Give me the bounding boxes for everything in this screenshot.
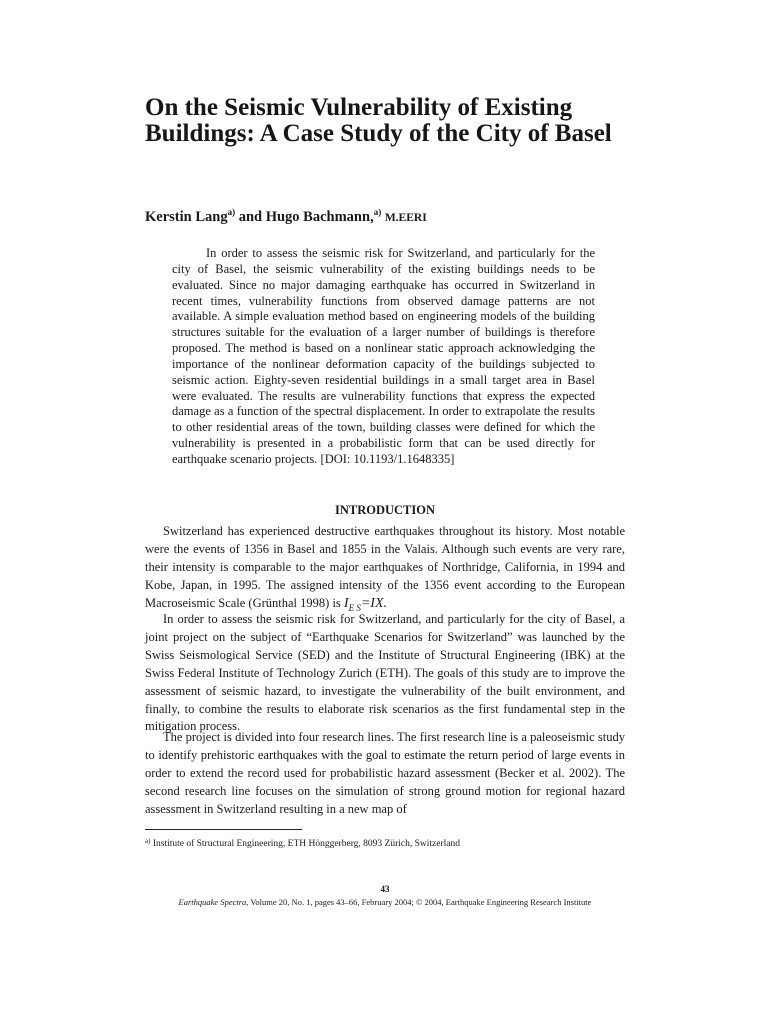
author-connector: and <box>235 209 266 225</box>
body-paragraph <box>145 523 625 617</box>
page-number: 43 <box>380 884 390 894</box>
formula-subscript: E S <box>348 602 361 613</box>
body-paragraph: In order to assess the seismic risk for Switzerland, and particularly for the city of Basel, a joint project on the subject of “Earthquake Scenarios for Switzerland” was launched by the Swiss Seismological Service (SED) and the Institute of Structural Engineering (IBK) at the Swiss Federal Institute of Technology Zurich (ETH). The goals of this study are to improve the assessment of seismic hazard, to investigate the vulnerability of the built environment, and finally, to combine the results to elaborate risk scenarios as the first fundamental step in the mitigation process. <box>145 612 625 734</box>
abstract: In order to assess the seismic risk for Switzerland, and particularly for the city of Basel, the seismic vulnerability of the existing buildings needs to be evaluated. Since no major damaging earthquake has occurred in Switzerland in recent times, vulnerability functions from observed damage patterns are not available. A simple evaluation method based on engineering models of the building structures suitable for the evaluation of a larger number of buildings is therefore proposed. The method is based on a nonlinear static approach acknowledging the importance of the nonlinear deformation capacity of the buildings subjected to seismic action. Eighty-seven residential buildings in a small target area in Basel were evaluated. The results are vulnerability functions that express the expected damage as a function of the spectral displacement. In order to extrapolate the results to other residential areas of the town, building classes were defined for which the vulnerability is presented in a probabilistic form that can be used directly for earthquake scenario projects. [DOI: 10.1193/1.1648335] <box>172 246 595 466</box>
author-name: Kerstin Lang <box>145 209 228 225</box>
journal-citation <box>145 897 625 908</box>
membership-label: M.EERI <box>384 212 427 224</box>
footnote-marker: a) <box>145 837 151 845</box>
affiliation-marker: a) <box>373 207 382 217</box>
formula-symbol: I <box>343 595 349 611</box>
article-title: On the Seismic Vulnerability of Existing Buildings: A Case Study of the City of Basel <box>145 94 612 147</box>
journal-name: Earthquake Spectra <box>178 897 247 907</box>
footnote-text: Institute of Structural Engineering, ETH Hönggerberg, 8093 Zürich, Switzerland <box>152 839 461 849</box>
author-name: Hugo Bachmann, <box>265 209 374 225</box>
footnote <box>145 835 625 850</box>
journal-details: , Volume 20, No. 1, pages 43–66, February 2004; © 2004, Earthquake Engineering Research Institute <box>246 897 592 907</box>
author-line <box>145 203 625 227</box>
paragraph-text: Switzerland has experienced destructive earthquakes throughout its history. Most notable were the events of 1356 in Basel and 1855 in the Valais. Although such events are very rare, their intensity is comparable to the major earthquakes of Northridge, California, in 1994 and Kobe, Japan, in 1995. The assigned intensity of the 1356 event according to the European Macroseismic Scale (Grünthal 1998) is <box>145 524 625 610</box>
affiliation-marker: a) <box>227 207 236 217</box>
section-heading: INTRODUCTION <box>334 503 435 517</box>
body-paragraph: The project is divided into four research lines. The first research line is a paleoseismic study to identify prehistoric earthquakes with the goal to estimate the return period of large events in order to extend the record used for probabilistic hazard assessment (Becker et al. 2002). The second research line focuses on the simulation of strong ground motion for regional hazard assessment in Switzerland resulting in a new map of <box>145 730 625 816</box>
footnote-divider <box>145 829 302 830</box>
formula-value: =IX. <box>360 595 388 611</box>
intensity-formula <box>344 596 387 611</box>
